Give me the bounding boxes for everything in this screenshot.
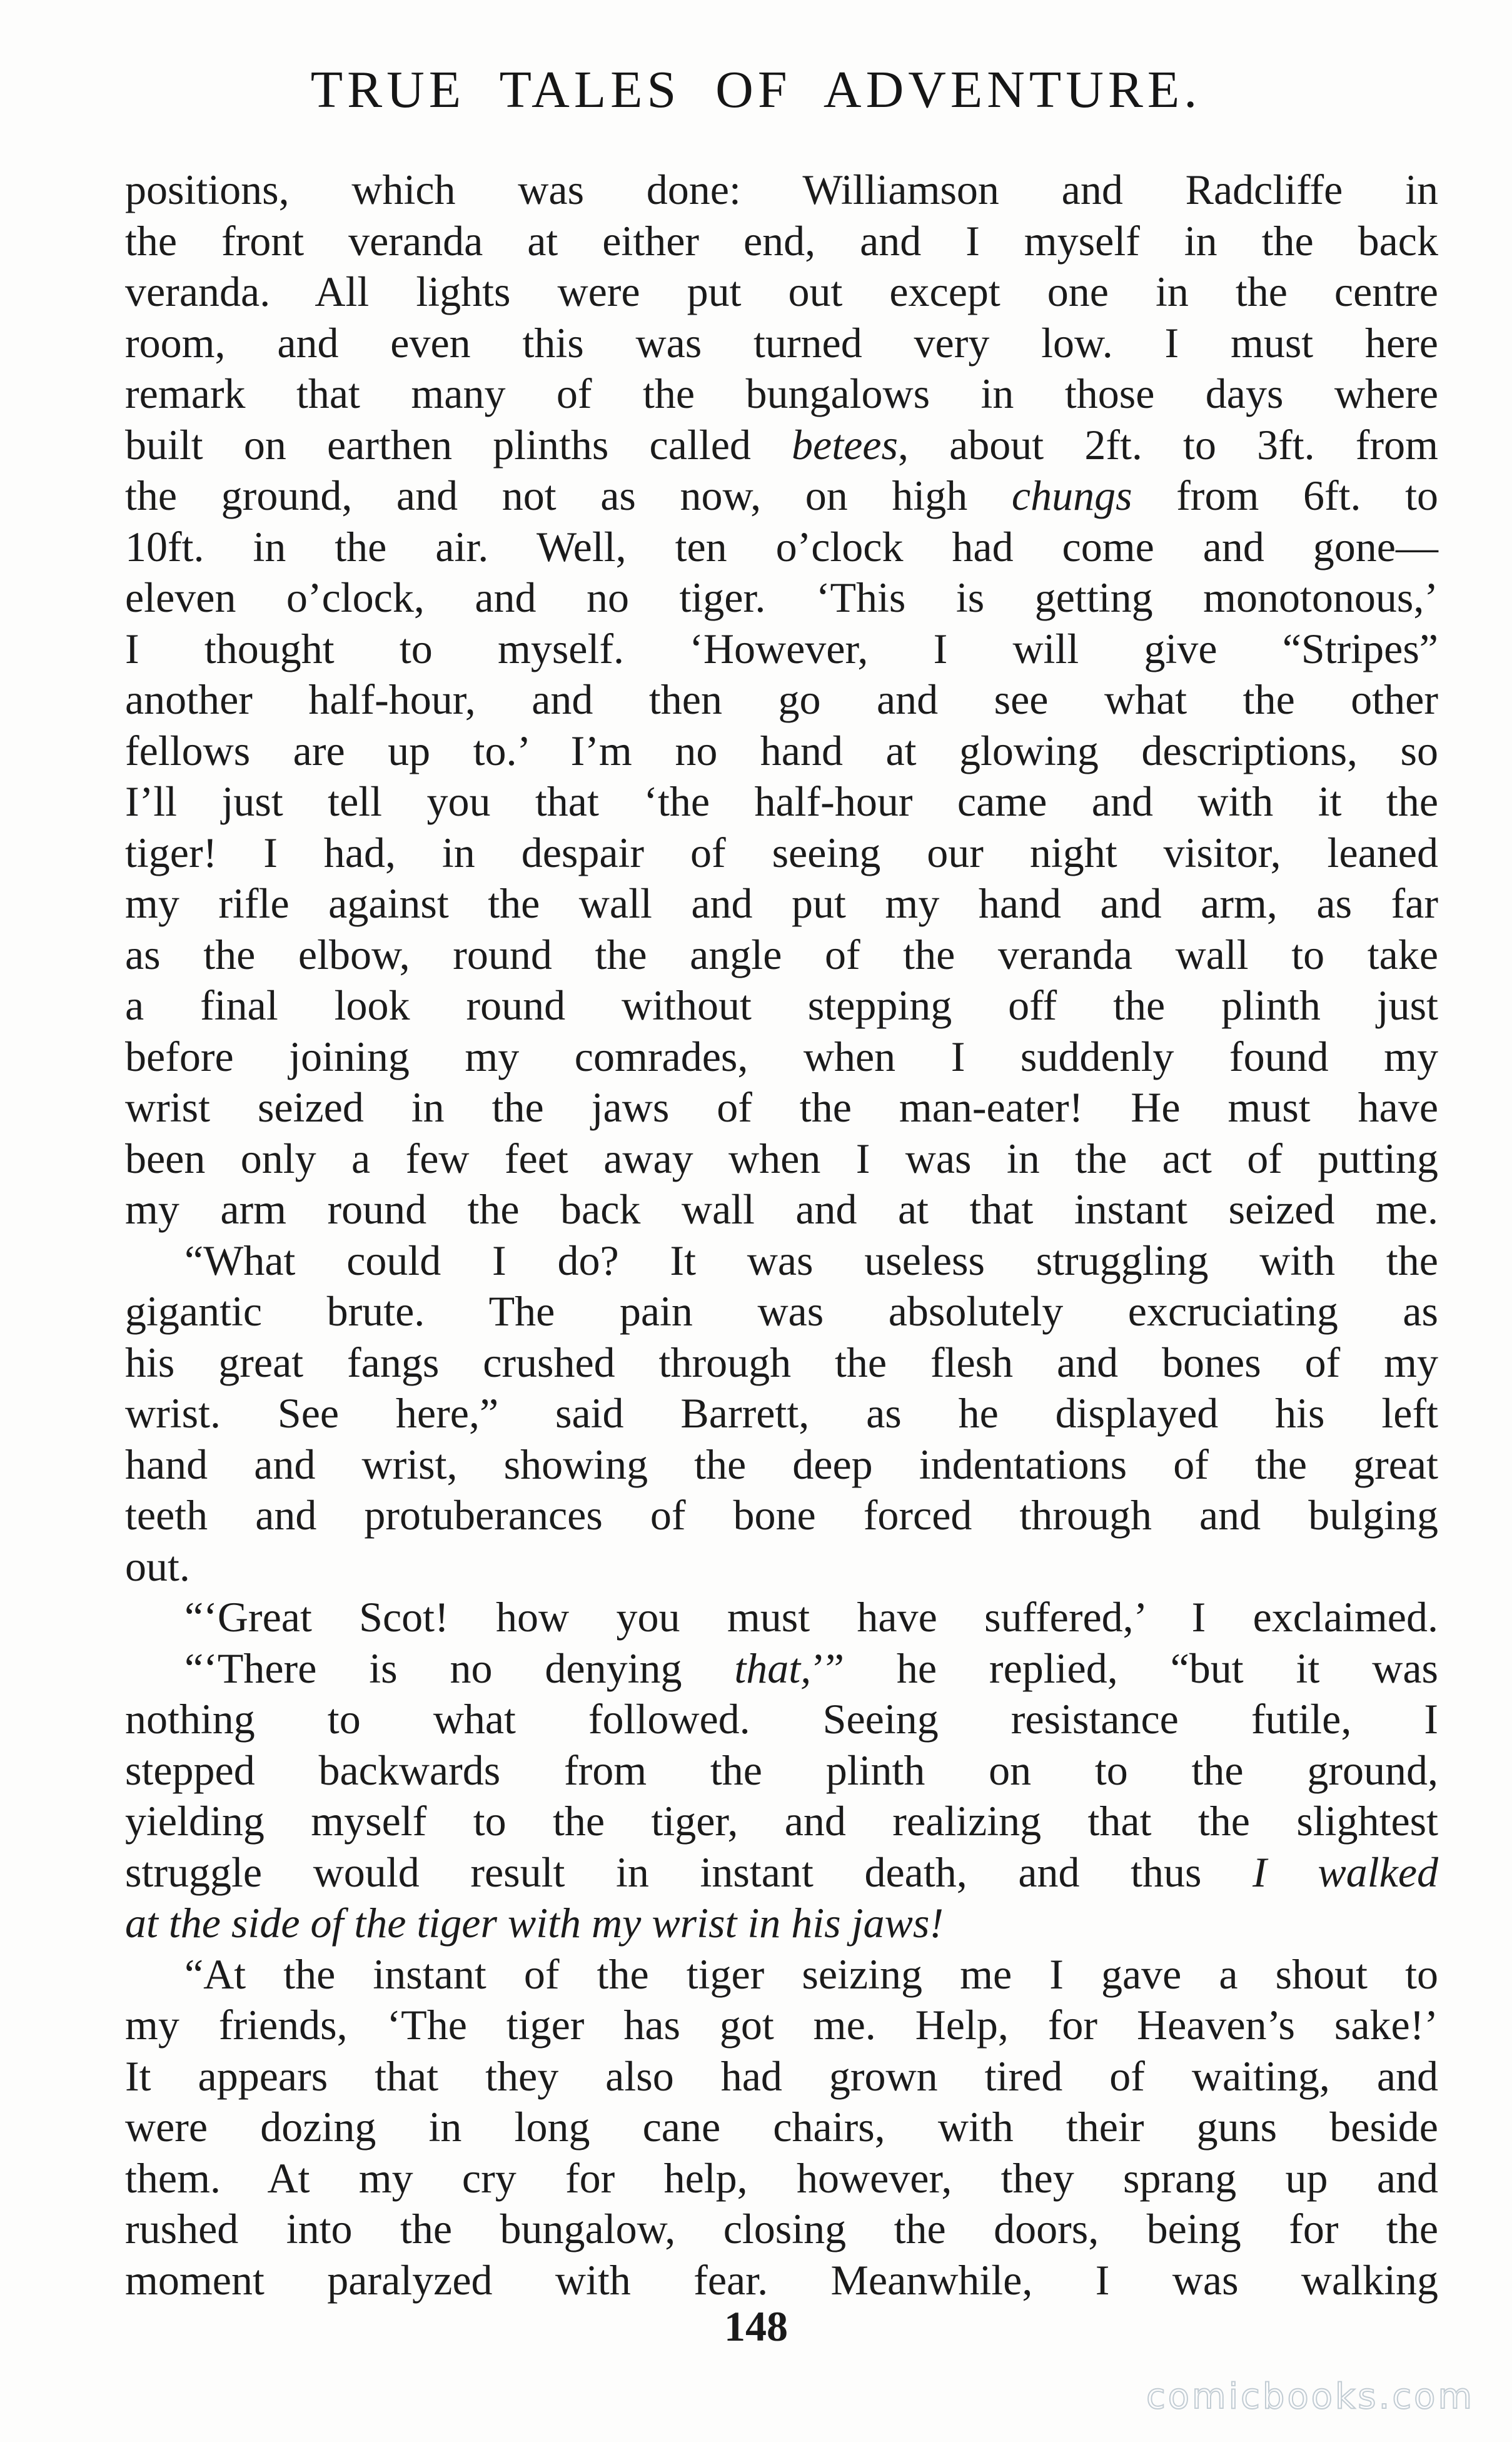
text-line [125,2204,1438,2255]
line-text: tiger! I had, in despair of seeing our night visitor, leaned [125,828,1438,876]
text-line [125,726,1438,777]
italic-text: chungs [1011,472,1132,519]
text-line [125,1337,1438,1389]
text-line [125,2255,1438,2306]
text-line [125,470,1438,522]
line-text: another half-hour, and then go and see what the other [125,676,1438,723]
line-text: “‘Great Scot! how you must have suffered,’ I exclaimed. [184,1593,1438,1641]
text-line [125,2153,1438,2204]
line-text: It appears that they also had grown tired of waiting, and [125,2052,1438,2100]
italic-text: betees [792,420,898,469]
line-text: 10ft. in the air. Well, ten o’clock had come and gone— [125,522,1438,570]
line-text: been only a few feet away when I was in the act of putting [125,1134,1438,1182]
italic-text: I walked [1252,1848,1439,1896]
line-text: out. [125,1542,190,1590]
text-line [125,1949,1438,2000]
text-line [125,1694,1438,1745]
line-text: my rifle against the wall and put my hand and arm, as far [125,879,1438,927]
line-text: built on earthen plinths called [125,420,792,469]
line-text: wrist seized in the jaws of the man-eater! He must have [125,1083,1438,1131]
text-line [125,1286,1438,1337]
line-text: gigantic brute. The pain was absolutely excruciating as [125,1287,1438,1335]
text-line [125,1439,1438,1491]
line-text: , about 2ft. to 3ft. from [897,420,1438,469]
text-line [125,318,1438,369]
page-number: 148 [724,2303,788,2350]
text-line [125,2102,1438,2153]
text-line [125,1184,1438,1235]
line-text: rushed into the bungalow, closing the doors, being for the [125,2205,1438,2252]
text-line [125,1898,1438,1949]
text-line [125,878,1438,930]
text-line [125,776,1438,828]
text-line [125,980,1438,1031]
text-line [125,368,1438,420]
text-line [125,2051,1438,2102]
line-text: “At the instant of the tiger seizing me I gave a shout to [184,1950,1438,1998]
text-line [125,1847,1438,1898]
line-text: moment paralyzed with fear. Meanwhile, I was walking [125,2256,1438,2304]
text-line [125,930,1438,981]
line-text: “‘There is no denying [184,1644,735,1692]
italic-text: that, [734,1644,812,1692]
text-line [125,1541,1438,1593]
line-text: a final look round without stepping off the plinth just [125,981,1438,1029]
line-text: my friends, ‘The tiger has got me. Help, for Heaven’s sake!’ [125,2001,1438,2049]
line-text: ’” he replied, “but it was [811,1644,1438,1692]
line-text: I thought to myself. ‘However, I will give “Stripes” [125,624,1438,672]
line-text: yielding myself to the tiger, and realizing that the slightest [125,1797,1438,1845]
line-text: nothing to what followed. Seeing resistance futile, I [125,1695,1438,1743]
text-line [125,1082,1438,1133]
line-text: my arm round the back wall and at that instant seized me. [125,1185,1438,1233]
text-line [125,674,1438,726]
line-text: teeth and protuberances of bone forced through and bulging [125,1491,1438,1539]
line-text: “What could I do? It was useless struggling with the [184,1236,1438,1284]
text-line [125,1745,1438,1796]
text-line [125,1490,1438,1541]
text-line [125,828,1438,879]
line-text: struggle would result in instant death, and thus [125,1848,1253,1896]
line-text: I’ll just tell you that ‘the half-hour came and with it the [125,778,1438,825]
text-line [125,522,1438,573]
line-text: the ground, and not as now, on high [125,472,1012,519]
text-line [125,1796,1438,1847]
text-line [125,1592,1438,1643]
running-head: TRUE TALES OF ADVENTURE. [310,61,1202,119]
line-text: remark that many of the bungalows in those days where [125,370,1438,417]
watermark-logo: comicbooks.com [1146,2376,1474,2417]
text-line [125,1133,1438,1185]
body-text [125,165,1438,2306]
line-text: were dozing in long cane chairs, with their guns beside [125,2103,1438,2151]
line-text: hand and wrist, showing the deep indentations of the great [125,1440,1438,1488]
line-text: them. At my cry for help, however, they sprang up and [125,2154,1438,2202]
line-text: from 6ft. to [1132,472,1438,519]
text-line [125,2000,1438,2051]
text-line [125,1031,1438,1083]
line-text: as the elbow, round the angle of the veranda wall to take [125,930,1438,978]
text-line [125,1235,1438,1287]
text-line [125,165,1438,216]
text-line [125,216,1438,267]
text-line [125,420,1438,471]
line-text: positions, which was done: Williamson and Radcliffe in [125,166,1438,213]
line-text: stepped backwards from the plinth on to the ground, [125,1746,1438,1794]
text-line [125,572,1438,624]
line-text: before joining my comrades, when I suddenly found my [125,1032,1438,1080]
line-text: eleven o’clock, and no tiger. ‘This is getting monotonous,’ [125,574,1438,621]
italic-text: at the side of the tiger with my wrist in his jaws! [125,1899,944,1947]
line-text: the front veranda at either end, and I myself in the back [125,216,1438,265]
text-line [125,624,1438,675]
line-text: fellows are up to.’ I’m no hand at glowing descriptions, so [125,726,1438,774]
text-line [125,266,1438,318]
text-line [125,1388,1438,1439]
line-text: veranda. All lights were put out except one in the centre [125,268,1438,315]
text-line [125,1643,1438,1695]
line-text: his great fangs crushed through the flesh and bones of my [125,1338,1438,1386]
line-text: wrist. See here,” said Barrett, as he displayed his left [125,1389,1438,1437]
line-text: room, and even this was turned very low. I must here [125,318,1438,367]
